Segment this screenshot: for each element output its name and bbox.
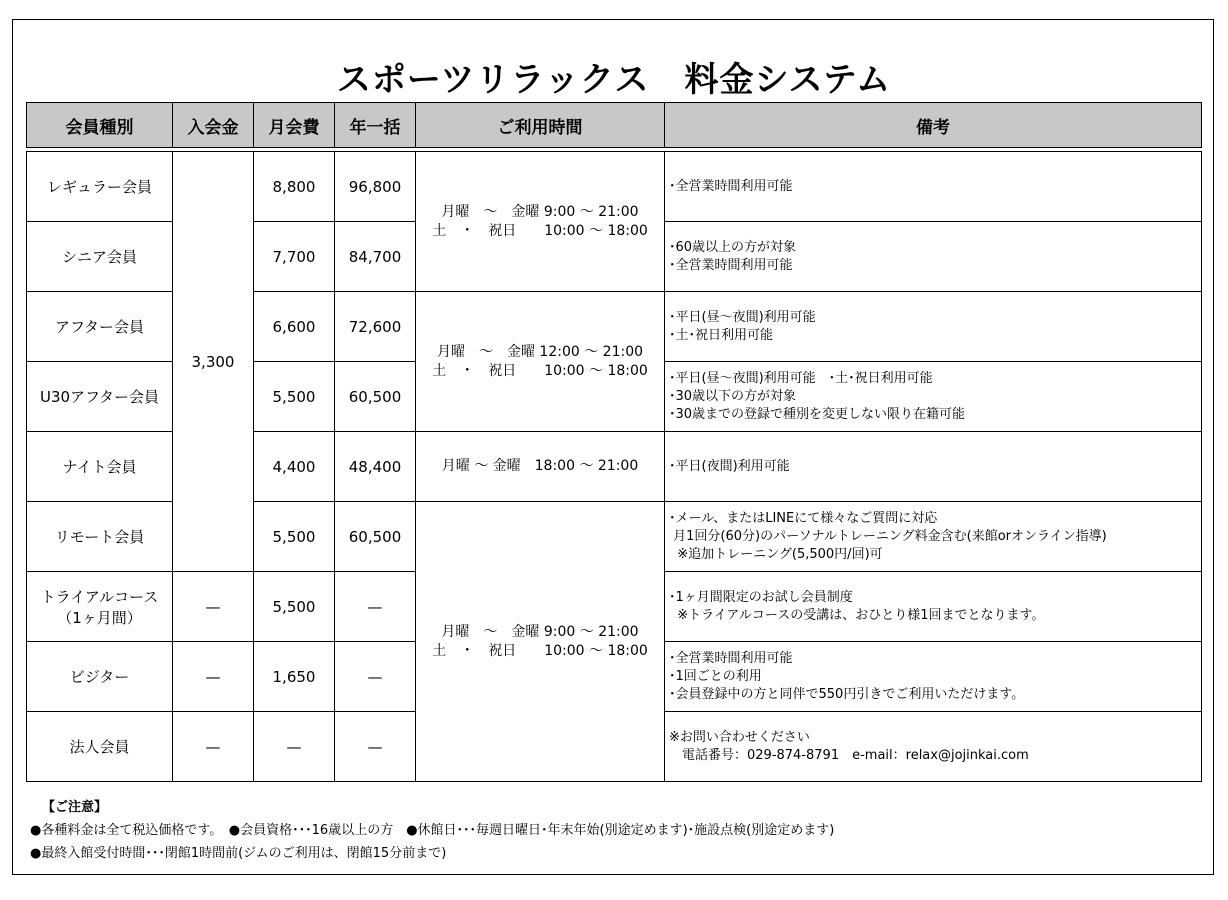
remarks: [665, 502, 1202, 572]
remarks: [665, 222, 1202, 292]
hours-line: 土 ・ 祝日 10:00 ～ 18:00: [432, 642, 648, 659]
member-category: [27, 292, 173, 362]
member-category: [27, 432, 173, 502]
member-category: [27, 222, 173, 292]
monthly-fee: 6,600: [254, 292, 335, 362]
monthly-fee: 5,500: [254, 362, 335, 432]
member-category: [27, 642, 173, 712]
annual-fee: 84,700: [335, 222, 416, 292]
monthly-fee: 5,500: [254, 502, 335, 572]
table-header-row: [27, 103, 1202, 148]
member-category-label: （1ヶ月間）: [57, 608, 142, 627]
monthly-fee: 7,700: [254, 222, 335, 292]
remarks: [665, 642, 1202, 712]
hours-line: 月曜 ～ 金曜 9:00 ～ 21:00: [441, 623, 639, 640]
monthly-fee: —: [254, 712, 335, 782]
member-category-label: シニア会員: [61, 248, 137, 266]
remark-line: ･全営業時間利用可能: [669, 650, 793, 666]
annual-fee: 72,600: [335, 292, 416, 362]
remarks: [665, 572, 1202, 642]
member-category: [27, 502, 173, 572]
remarks: [665, 432, 1202, 502]
remark-line: 電話番号：029-874-8791 e-mail：relax@jojinkai.com: [669, 747, 1029, 763]
member-category-label: トライアルコース: [40, 587, 159, 606]
remark-line: ･平日(昼～夜間)利用可能: [669, 309, 816, 325]
member-category-label: U30アフター会員: [39, 388, 160, 406]
notice-line: ●各種料金は全て税込価格です。 ●会員資格･･･16歳以上の方 ●休館日･･･毎週日曜日･年末年始(別途定めます)･施設点検(別途定めます): [30, 823, 835, 838]
annual-fee: 60,500: [335, 502, 416, 572]
annual-fee: —: [335, 642, 416, 712]
entry-fee: —: [173, 712, 254, 782]
remark-line: ･30歳までの登録で種別を変更しない限り在籍可能: [669, 406, 966, 422]
hours-line: 月曜 ～ 金曜 18:00 ～ 21:00: [441, 458, 639, 474]
entry-fee: —: [173, 572, 254, 642]
remarks: [665, 362, 1202, 432]
remark-line: ※トライアルコースの受講は、おひとり様1回までとなります。: [669, 607, 1045, 623]
monthly-fee: 5,500: [254, 572, 335, 642]
entry-fee-common: 3,300: [173, 152, 254, 572]
remarks: [665, 292, 1202, 362]
remark-line: ･メール、またはLINEにて様々なご質問に対応: [669, 510, 938, 526]
header-hours: ご利用時間: [416, 103, 665, 148]
hours-line: 月曜 ～ 金曜 12:00 ～ 21:00: [436, 343, 644, 360]
header-entry-fee: 入会金: [173, 103, 254, 148]
member-category-label: ナイト会員: [62, 458, 137, 476]
member-category-label: リモート会員: [54, 528, 145, 546]
notice-line: ●最終入館受付時間･･･閉館1時間前(ジムのご利用は、閉館15分前まで): [30, 846, 447, 861]
hours-night: [416, 432, 665, 502]
header-category: 会員種別: [27, 103, 173, 148]
member-category-label: ビジター: [69, 668, 130, 686]
remark-line: ※追加トレーニング(5,500円/回)可: [669, 546, 883, 562]
hours-remote: [416, 502, 665, 782]
remarks: [665, 152, 1202, 222]
remark-line: ･平日(昼～夜間)利用可能 ･土･祝日利用可能: [669, 370, 933, 386]
remark-line: 月1回分(60分)のパーソナルトレーニング料金含む(来館orオンライン指導): [669, 528, 1107, 544]
remark-line: ･土･祝日利用可能: [669, 327, 774, 343]
header-annual: 年一括: [335, 103, 416, 148]
monthly-fee: 1,650: [254, 642, 335, 712]
annual-fee: 96,800: [335, 152, 416, 222]
hours-after: [416, 292, 665, 432]
fee-table: [26, 102, 1202, 782]
header-monthly: 月会費: [254, 103, 335, 148]
hours-line: 月曜 ～ 金曜 9:00 ～ 21:00: [441, 203, 639, 220]
header-remarks: 備考: [665, 103, 1202, 148]
remark-line: ･1回ごとの利用: [669, 668, 762, 684]
monthly-fee: 8,800: [254, 152, 335, 222]
entry-fee: —: [173, 642, 254, 712]
remark-line: ･全営業時間利用可能: [669, 257, 793, 273]
annual-fee: —: [335, 712, 416, 782]
hours-line: 土 ・ 祝日 10:00 ～ 18:00: [432, 362, 648, 379]
member-category-label: 法人会員: [69, 738, 130, 756]
page-title: スポーツリラックス 料金システム: [336, 60, 892, 100]
annual-fee: 48,400: [335, 432, 416, 502]
remark-line: ※お問い合わせください: [669, 729, 810, 745]
member-category: [27, 712, 173, 782]
remark-line: ･60歳以上の方が対象: [669, 239, 797, 255]
member-category: [27, 152, 173, 222]
member-category: [27, 572, 173, 642]
notice-section: [30, 796, 834, 865]
member-category-label: レギュラー会員: [46, 178, 152, 196]
remark-line: ･平日(夜間)利用可能: [669, 458, 790, 474]
notice-heading: 【ご注意】: [42, 800, 108, 815]
hours-regular: [416, 152, 665, 292]
member-category: [27, 362, 173, 432]
remark-line: ･全営業時間利用可能: [669, 178, 793, 194]
remark-line: ･30歳以下の方が対象: [669, 388, 797, 404]
remarks: [665, 712, 1202, 782]
annual-fee: 60,500: [335, 362, 416, 432]
annual-fee: —: [335, 572, 416, 642]
monthly-fee: 4,400: [254, 432, 335, 502]
hours-line: 土 ・ 祝日 10:00 ～ 18:00: [432, 222, 648, 239]
remark-line: ･会員登録中の方と同伴で550円引きでご利用いただけます。: [669, 686, 1025, 702]
member-category-label: アフター会員: [55, 318, 144, 336]
table-row: [27, 152, 1202, 222]
remark-line: ･1ヶ月間限定のお試し会員制度: [669, 589, 853, 605]
